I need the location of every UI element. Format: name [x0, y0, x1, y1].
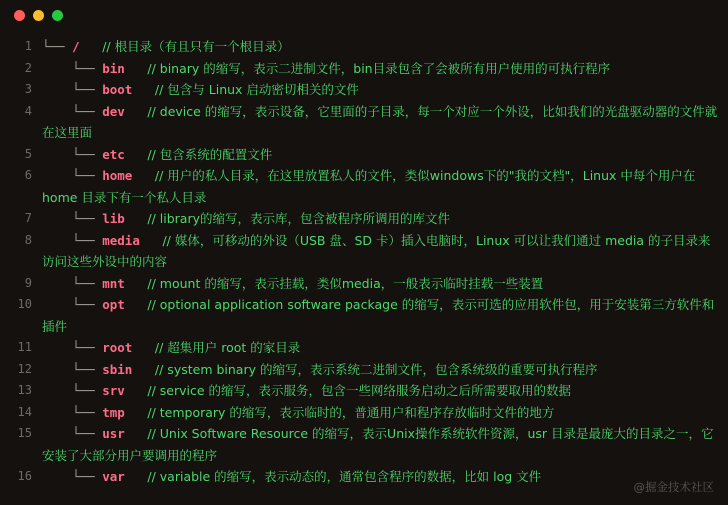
line-number: 10: [17, 297, 32, 311]
line-content: [42, 337, 718, 359]
directory-name: sbin: [102, 361, 133, 377]
code-line: [6, 380, 718, 402]
tree-branch-glyph: └──: [42, 82, 103, 97]
tree-branch-glyph: └──: [42, 275, 103, 291]
directory-description: // service 的缩写，表示服务，包含一些网络服务启动之后所需要取用的数据: [147, 383, 572, 398]
directory-description: // device 的缩写，表示设备，它里面的子目录，每一个对应一个外设，比如我们的光盘驱动器的文件就在这里面: [42, 103, 718, 140]
directory-name: opt: [102, 297, 125, 312]
line-number: 6: [24, 168, 32, 182]
tree-branch-glyph: └──: [42, 426, 103, 441]
tree-branch-glyph: └──: [42, 297, 103, 312]
tree-branch-glyph: └──: [42, 361, 103, 377]
directory-name: etc: [102, 146, 125, 162]
line-number: 7: [24, 211, 32, 225]
line-content: [42, 380, 718, 402]
tree-branch-glyph: └──: [42, 232, 103, 248]
directory-name: home: [102, 168, 133, 183]
directory-description: // 用户的私人目录，在这里放置私人的文件，类似windows下的"我的文档"，Linux 中每个用户在 home 目录下有一个私人目录: [42, 168, 700, 205]
directory-name: bin: [102, 60, 125, 76]
directory-description: // 包含与 Linux 启动密切相关的文件: [154, 82, 359, 97]
code-line: [6, 402, 718, 424]
code-line: [6, 273, 718, 295]
directory-description: // temporary 的缩写，表示临时的，普通用户和程序存放临时文件的地方: [147, 404, 555, 420]
directory-description: // 超集用户 root 的家目录: [154, 340, 301, 355]
line-number: 1: [24, 39, 32, 53]
directory-description: // system binary 的缩写，表示系统二进制文件，包含系统级的重要可执行程序: [154, 361, 598, 377]
code-line: [6, 36, 718, 58]
line-content: [42, 101, 718, 144]
line-number: 15: [17, 426, 32, 440]
directory-description: // 根目录（有且只有一个根目录）: [102, 39, 290, 54]
line-content: [42, 165, 718, 208]
tree-branch-glyph: └──: [42, 404, 103, 420]
line-content: [42, 273, 718, 295]
line-content: [42, 359, 718, 381]
directory-description: // 包含系统的配置文件: [147, 146, 273, 162]
directory-name: lib: [102, 211, 125, 226]
tree-branch-glyph: └──: [42, 103, 103, 119]
line-content: [42, 466, 718, 488]
directory-description: // Unix Software Resource 的缩写，表示Unix操作系统软件资源，usr 目录是最庞大的目录之一，它安装了大部分用户要调用的程序: [42, 426, 714, 463]
directory-name: tmp: [102, 404, 125, 420]
directory-description: // variable 的缩写，表示动态的，通常包含程序的数据，比如 log 文件: [147, 469, 542, 484]
watermark: @掘金技术社区: [633, 480, 714, 494]
code-line: [6, 423, 718, 466]
line-number: 9: [24, 275, 32, 290]
code-line: [6, 208, 718, 230]
tree-branch-glyph: └──: [42, 383, 103, 398]
directory-name: root: [102, 340, 133, 355]
line-content: [42, 230, 718, 273]
code-line: [6, 165, 718, 208]
directory-description: // library的缩写，表示库，包含被程序所调用的库文件: [147, 211, 450, 226]
code-line: [6, 466, 718, 488]
tree-branch-glyph: └──: [42, 340, 103, 355]
code-line: [6, 79, 718, 101]
line-content: [42, 294, 718, 337]
line-content: [42, 144, 718, 166]
zoom-icon[interactable]: [52, 10, 63, 21]
tree-branch-glyph: └──: [42, 168, 103, 183]
line-number: 11: [17, 340, 32, 354]
directory-description: // binary 的缩写，表示二进制文件，bin目录包含了会被所有用户使用的可执行程序: [147, 60, 611, 76]
line-number: 12: [17, 361, 32, 376]
line-number: 4: [24, 103, 32, 118]
code-line: [6, 58, 718, 80]
line-number: 16: [17, 469, 32, 483]
directory-name: boot: [102, 82, 133, 97]
line-content: [42, 79, 718, 101]
tree-branch-glyph: └──: [42, 60, 103, 76]
line-number: 3: [24, 82, 32, 96]
close-icon[interactable]: [14, 10, 25, 21]
title-bar: [0, 0, 728, 30]
code-line: [6, 294, 718, 337]
line-content: [42, 36, 718, 58]
code-line: [6, 230, 718, 273]
minimize-icon[interactable]: [33, 10, 44, 21]
directory-description: // optional application software package 的缩写，表示可选的应用软件包，用于安装第三方软件和插件: [42, 297, 715, 334]
line-content: [42, 208, 718, 230]
directory-name: dev: [102, 103, 125, 119]
directory-name: /: [72, 39, 80, 54]
code-line: [6, 337, 718, 359]
code-listing: [0, 30, 728, 505]
directory-name: usr: [102, 426, 125, 441]
line-number: 8: [24, 232, 32, 247]
line-content: [42, 402, 718, 424]
tree-branch-glyph: └──: [42, 39, 73, 54]
code-line: [6, 359, 718, 381]
line-content: [42, 58, 718, 80]
tree-branch-glyph: └──: [42, 469, 103, 484]
directory-name: var: [102, 469, 125, 484]
tree-branch-glyph: └──: [42, 211, 103, 226]
line-number: 13: [17, 383, 32, 397]
directory-description: // mount 的缩写，表示挂载，类似media，一般表示临时挂载一些装置: [147, 275, 544, 291]
code-line: [6, 144, 718, 166]
directory-name: mnt: [102, 275, 125, 291]
line-content: [42, 423, 718, 466]
line-number: 14: [17, 404, 32, 419]
line-number: 5: [24, 146, 32, 161]
tree-branch-glyph: └──: [42, 146, 103, 162]
directory-name: srv: [102, 383, 125, 398]
line-number: 2: [24, 60, 32, 75]
directory-name: media: [102, 232, 140, 248]
directory-description: // 媒体，可移动的外设（USB 盘、SD 卡）插入电脑时，Linux 可以让我们通过 media 的子目录来访问这些外设中的内容: [42, 232, 711, 269]
code-line: [6, 101, 718, 144]
